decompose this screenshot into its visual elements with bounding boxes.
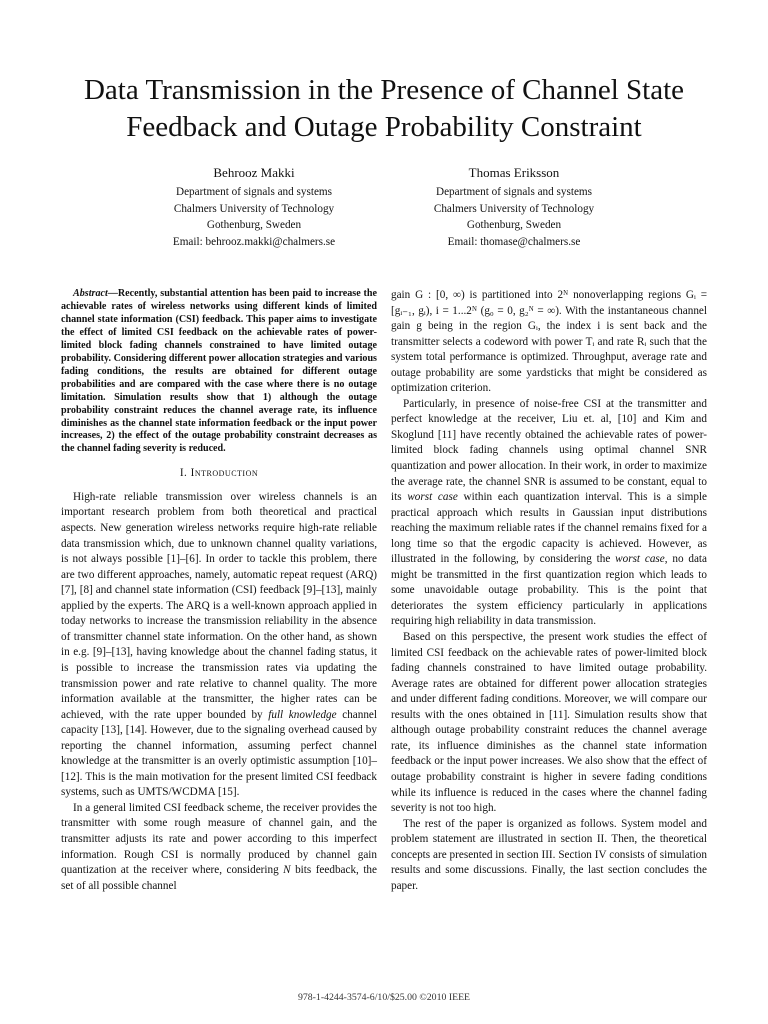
author-city: Gothenburg, Sweden [466,219,562,231]
author-email: Email: behrooz.makki@chalmers.se [172,235,336,248]
paper-title [40,72,728,146]
paragraph-text: within each quantization interval. This is a simple practical approach which results in Gaussian input distributions reaching the maximum reliable rates if the channel remains fixed for a long time so that the ergodic capacity is achieved. However, as illustrated in the following, by considering the [391,491,708,566]
author-email: Email: thomase@chalmers.se [447,235,581,248]
paragraph-text: In a general limited CSI feedback scheme, the receiver provides the transmitter with some rough measure of channel gain, and the transmitter adjusts its rate and power according to this imperfect information. Rough CSI is normally produced by channel gain quantization at the receiver where, considering [61,801,377,877]
emphasis-text: worst case [615,553,665,566]
paragraph: The rest of the paper is organized as follows. System model and problem statement are illustrated in section II. Then, the theoretical concepts are presented in section III. Section IV consists of simulation results and some discussions. Finally, the last section concludes the paper. [391,817,707,892]
author-block-1 [104,164,404,250]
author-dept: Department of signals and systems [176,186,332,198]
paragraph-text: bits feedback, the set of all possible channel [61,864,377,892]
right-column [391,288,707,894]
paragraph-text: channel capacity [13], [14]. However, due to the signaling overhead caused by reporting the channel information, assuming perfect channel knowledge at the transmitter is an overly optimistic assumption [10]–[12]. This is the main motivation for the present limited CSI feedback systems, such as UMTS/WCDMA [15]. [61,708,377,799]
paragraph: gain G : [0, ∞) is partitioned into 2ᴺ nonoverlapping regions Gᵢ = [gᵢ₋₁, gᵢ), i = 1...2ᴺ (g₀ = 0, g₂ᴺ = ∞). With the instantaneous channel gain g being in the region Gᵢ, the index i is sent back and the transmitter selects a codeword with power Tᵢ and rate Rᵢ such that the system total performance is optimized. Throughput, average rate and outage probability are some yardsticks that might be considered as optimization criterion. [391,289,707,395]
author-name: Behrooz Makki [213,165,295,180]
title-line-2: Feedback and Outage Probability Constraint [126,111,642,143]
author-city: Gothenburg, Sweden [206,219,302,231]
abstract-text: —Recently, substantial attention has been paid to increase the achievable rates of wireless networks using different kinds of limited channel state information (CSI) feedback. This paper aims to investigate the effect of limited CSI feedback on the achievable rates of power-limited block fading channels constrained to have limited outage probability. Considering different power allocation strategies and various fading conditions, the results are obtained for different outage probabilities and are compared with the case where there is no outage limitation. Simulation results show that 1) although the outage probability constraint reduces the channel average rate, its influence diminishes as the channel state information feedback or the input power increases, 2) the effect of the outage probability constraint decreases as the channel fading severity is reduced. [61,288,377,455]
paragraph-text: Particularly, in presence of noise-free CSI at the transmitter and perfect knowledge at the receiver, Liu et. al, [10] and Kim and Skoglund [11] have recently obtained the achievable rates of power-limited block fading channels using optimal channel SNR quantization and power allocation. In their work, in order to maximize the average rate, the channel SNR is assumed to be constant, equal to its [391,397,707,504]
title-line-1: Data Transmission in the Presence of Channel State [83,74,685,106]
paragraph: Based on this perspective, the present work studies the effect of limited CSI feedback on the achievable rates of power-limited block fading channels constrained to have limited outage probability. Average rates are obtained for different power allocation strategies and under different fading conditions. Moreover, we will compare our results with the ones obtained in [11]. Simulation results show that although outage probability constraint reduces the channel average rate, its influence diminishes as the channel state information feedback or the input power increases. We also show that the effect of outage probability constraint is higher in severe fading conditions while its influence is reduced in the cases where the channel fading severity is not too high. [391,631,707,815]
left-column [61,288,377,894]
emphasis-text: full knowledge [268,708,337,721]
paragraph [61,490,377,801]
section-heading [61,466,377,482]
paragraph [391,397,707,630]
author-univ: Chalmers University of Technology [173,202,335,215]
abstract [61,288,377,456]
author-block-2 [364,164,664,250]
section-number: I. [179,467,188,480]
paragraph-text: High-rate reliable transmission over wireless channels is an important research problem from both theoretical and practical aspects. New generation wireless networks require high-rate reliable data transmission which, due to unknown channel quality variations, is not always possible [1]–[6]. In order to tackle this problem, there are two different approaches, namely, automatic repeat request (ARQ) [7], [8] and channel state information (CSI) feedback [9]–[13], mainly applied by the experts. The ARQ is a well-known approach applied in today networks to increase the transmission reliability in the absence of transmitter channel state information. On the other hand, as shown in e.g. [9]–[13], having knowledge about the channel fading status, it is possible to increase the transmission rates via updating the transmission power and rate relative to channel quality. The more information available at the transmitter, the higher rates can be achieved, with the rate upper bounded by [61,490,377,721]
paragraph-text: , no data might be transmitted in the first quantization region which leads to some unavoidable outage probability. This is the point that deteriorates the system efficiency particularly in applications requiring high reliability in data transmission. [391,553,707,628]
author-univ: Chalmers University of Technology [433,202,595,215]
emphasis-text: worst case [407,491,458,504]
copyright-footer: 978-1-4244-3574-6/10/$25.00 ©2010 IEEE [297,992,471,1003]
author-name: Thomas Eriksson [468,165,560,180]
abstract-label: Abstract [73,288,108,299]
author-dept: Department of signals and systems [436,186,592,198]
section-title: Introduction [190,467,259,480]
math-symbol: N [283,864,291,877]
paragraph [61,801,377,894]
